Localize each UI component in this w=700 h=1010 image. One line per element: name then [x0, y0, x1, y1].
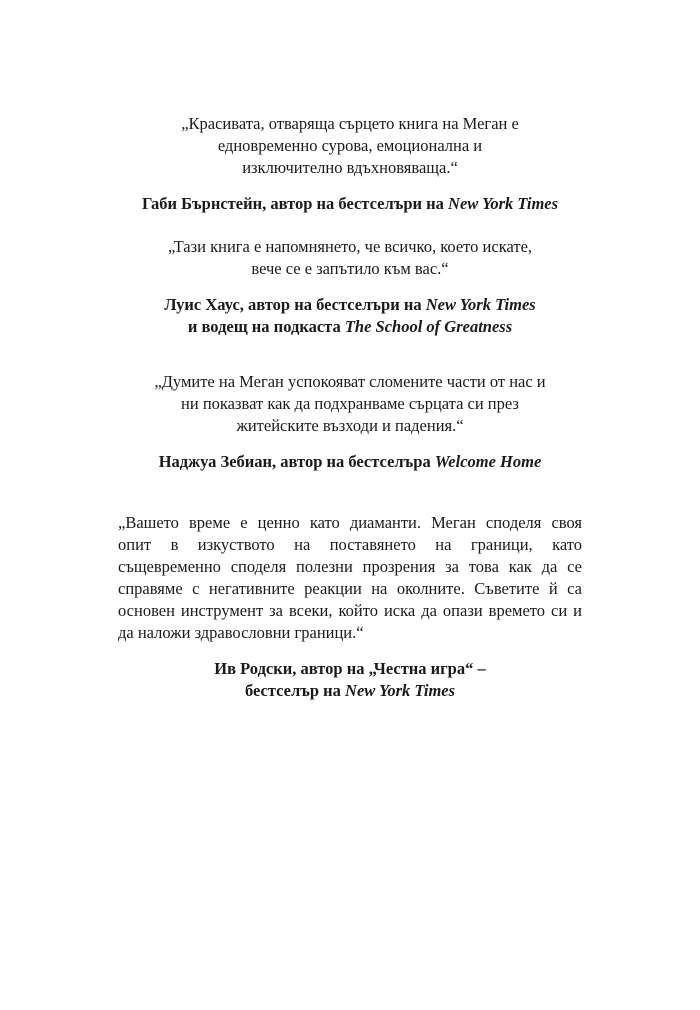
- testimonial-attribution: [118, 193, 582, 215]
- quote-line: справяме с негативните реакции на околните. Съветите й са: [118, 579, 582, 598]
- attribution-text: Габи Бърнстейн, автор на бестселъри на: [141, 194, 449, 213]
- testimonial-1: [118, 113, 582, 215]
- testimonial-2: [118, 236, 582, 338]
- quote-line: изключително вдъхновяваща.“: [242, 158, 458, 177]
- attribution-line: [118, 193, 582, 215]
- attribution-text: и водещ на подкаста: [187, 317, 345, 336]
- quote-line: „Тази книга е напомнянето, че всичко, което искате,: [167, 237, 533, 256]
- quote-line: да наложи здравословни граници.“: [118, 623, 364, 642]
- book-title: Welcome Home: [434, 452, 542, 471]
- publication-name: New York Times: [425, 295, 536, 314]
- attribution-text: Наджуа Зебиан, автор на бестселъра: [158, 452, 435, 471]
- testimonial-quote: [118, 512, 582, 644]
- testimonial-3: [118, 371, 582, 473]
- attribution-line: [118, 294, 582, 316]
- attribution-line: [118, 658, 582, 680]
- testimonial-quote: [118, 236, 582, 280]
- testimonial-attribution: [118, 294, 582, 338]
- attribution-line: [118, 451, 582, 473]
- testimonial-4: [118, 512, 582, 702]
- attribution-text: Луис Хаус, автор на бестселъри на: [164, 295, 426, 314]
- quote-line: „Вашето време е ценно като диаманти. Меган споделя своя: [118, 513, 582, 532]
- testimonial-quote: [118, 113, 582, 179]
- testimonial-quote: [118, 371, 582, 437]
- attribution-line: [118, 680, 582, 702]
- quote-line: житейските възходи и падения.“: [236, 416, 464, 435]
- quote-line: едновременно сурова, емоционална и: [217, 136, 483, 155]
- testimonial-attribution: [118, 658, 582, 702]
- quote-line: основен инструмент за всеки, който иска да опази времето си и: [118, 601, 582, 620]
- podcast-name: The School of Greatness: [344, 317, 513, 336]
- quote-line: „Думите на Меган успокояват сломените части от нас и: [154, 372, 546, 391]
- publication-name: New York Times: [345, 681, 456, 700]
- quote-line: същевременно споделя полезни прозрения за това как да се: [118, 557, 582, 576]
- quote-line: опит в изкуството на поставянето на граници, като: [118, 535, 582, 554]
- attribution-text: Ив Родски, автор на „Честна игра“ –: [214, 659, 486, 678]
- testimonial-attribution: [118, 451, 582, 473]
- quote-line: вече се е запътило към вас.“: [251, 259, 449, 278]
- quote-line: „Красивата, отваряща сърцето книга на Меган е: [181, 114, 519, 133]
- publication-name: New York Times: [448, 194, 559, 213]
- quote-line: ни показват как да подхранваме сърцата си през: [181, 394, 519, 413]
- attribution-text: бестселър на: [244, 681, 346, 700]
- attribution-line: [118, 316, 582, 338]
